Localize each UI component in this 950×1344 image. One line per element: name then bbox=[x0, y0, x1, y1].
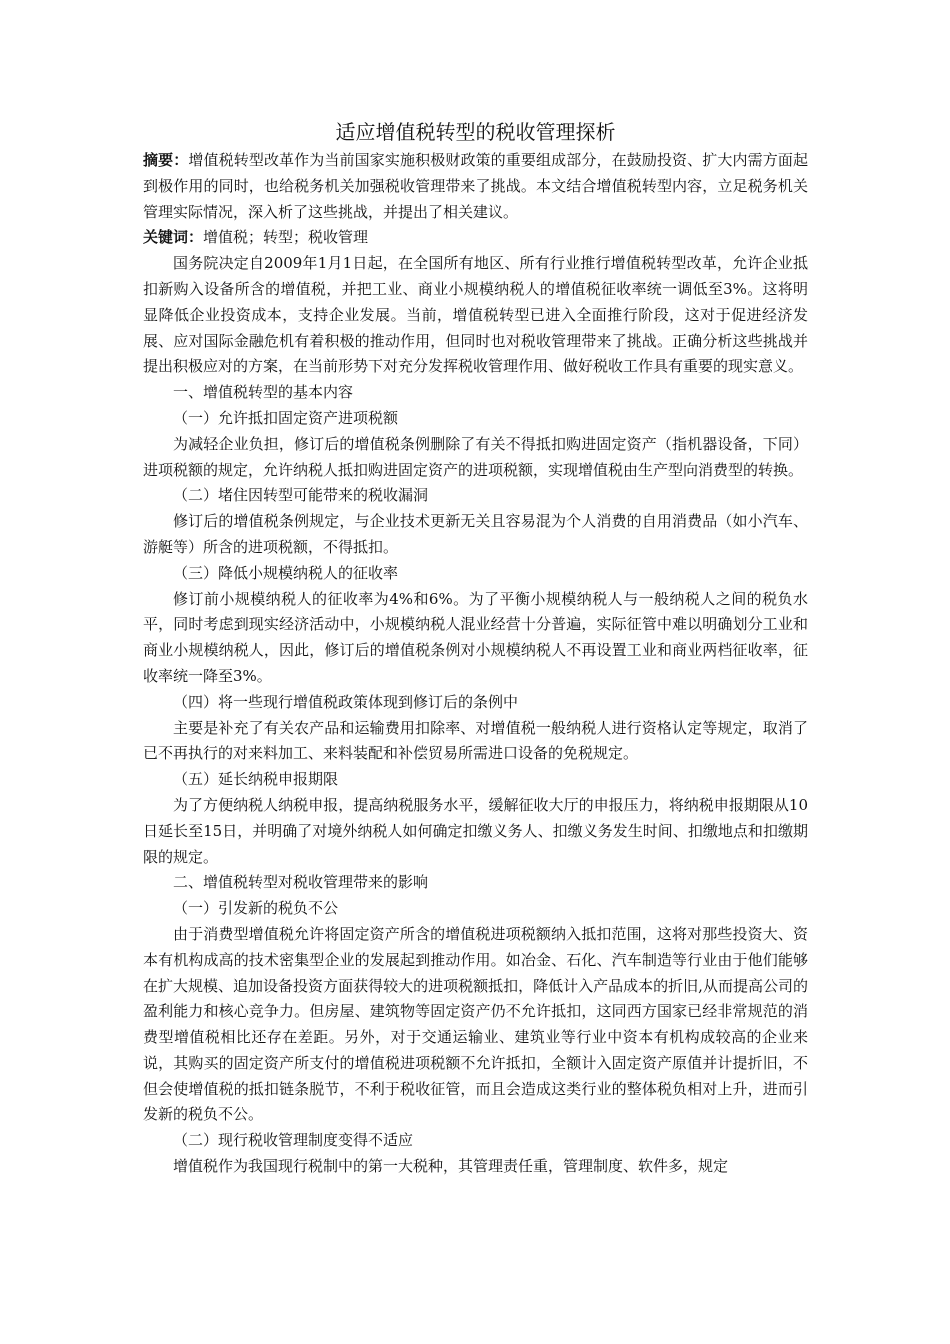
section2-1-paragraph: 由于消费型增值税允许将固定资产所含的增值税进项税额纳入抵扣范围，这将对那些投资大、资本有机构成高的技术密集型企业的发展起到推动作用。如冶金、石化、汽车制造等行业由于他们能够在扩大规模、追加设备投资方面获得较大的进项税额抵扣，降低计入产品成本的折旧,从而提高公司的盈利能力和核心竞争力。但房屋、建筑物等固定资产仍不允许抵扣，这同西方国家已经非常规范的消费型增值税相比还存在差距。另外，对于交通运输业、建筑业等行业中资本有机构成较高的企业来说，其购买的固定资产所支付的增值税进项税额不允许抵扣，全额计入固定资产原值并计提折旧，不但会使增值税的抵扣链条脱节，不利于税收征管，而且会造成这类行业的整体税负相对上升，进而引发新的税负不公。 bbox=[143, 924, 808, 1124]
section1-3-heading: （三）降低小规模纳税人的征收率 bbox=[173, 563, 399, 582]
section1-2-paragraph: 修订后的增值税条例规定，与企业技术更新无关且容易混为个人消费的自用消费品（如小汽车、游艇等）所含的进项税额，不得抵扣。 bbox=[143, 512, 808, 556]
keywords-label: 关键词： bbox=[143, 228, 204, 247]
section2-2-heading: （二）现行税收管理制度变得不适应 bbox=[173, 1131, 414, 1150]
abstract bbox=[143, 148, 808, 225]
section2-2-paragraph: 增值税作为我国现行税制中的第一大税种，其管理责任重，管理制度、软件多，规定 bbox=[173, 1157, 729, 1176]
document-page bbox=[143, 118, 808, 1180]
abstract-label: 摘要： bbox=[143, 151, 189, 169]
section1-4-heading: （四）将一些现行增值税政策体现到修订后的条例中 bbox=[173, 692, 519, 711]
keywords bbox=[143, 225, 808, 251]
section1-2-heading: （二）堵住因转型可能带来的税收漏洞 bbox=[173, 486, 429, 505]
intro-paragraph: 国务院决定自2009年1月1日起，在全国所有地区、所有行业推行增值税转型改革，允许企业抵扣新购入设备所含的增值税，并把工业、商业小规模纳税人的增值税征收率统一调低至3%。这将明显降低企业投资成本，支持企业发展。当前，增值税转型已进入全面推行阶段，这对于促进经济发展、应对国际金融危机有着积极的推动作用，但同时也对税收管理带来了挑战。正确分析这些挑战并提出积极应对的方案，在当前形势下对充分发挥税收管理作用、做好税收工作具有重要的现实意义。 bbox=[143, 254, 808, 376]
section1-5-heading: （五）延长纳税申报期限 bbox=[173, 770, 339, 789]
section2-heading: 二、增值税转型对税收管理带来的影响 bbox=[173, 873, 429, 892]
keywords-text: 增值税；转型；税收管理 bbox=[203, 228, 369, 247]
section1-1-heading: （一）允许抵扣固定资产进项税额 bbox=[173, 408, 399, 427]
section2-1-heading: （一）引发新的税负不公 bbox=[173, 899, 339, 918]
section1-4-paragraph: 主要是补充了有关农产品和运输费用扣除率、对增值税一般纳税人进行资格认定等规定，取消了已不再执行的对来料加工、来料装配和补偿贸易所需进口设备的免税规定。 bbox=[143, 718, 808, 763]
document-title: 适应增值税转型的税收管理探析 bbox=[335, 120, 616, 144]
section1-3-paragraph: 修订前小规模纳税人的征收率为4%和6%。为了平衡小规模纳税人与一般纳税人之间的税负水平，同时考虑到现实经济活动中，小规模纳税人混业经营十分普遍，实际征管中难以明确划分工业和商业小规模纳税人，因此，修订后的增值税条例对小规模纳税人不再设置工业和商业两档征收率，征收率统一降至3%。 bbox=[143, 589, 808, 685]
section1-heading: 一、增值税转型的基本内容 bbox=[173, 383, 354, 402]
abstract-text: 增值税转型改革作为当前国家实施积极财政策的重要组成部分，在鼓励投资、扩大内需方面起到极作用的同时，也给税务机关加强税收管理带来了挑战。本文结合增值税转型内容，立足税务机关管理实际情况，深入析了这些挑战，并提出了相关建议。 bbox=[143, 151, 808, 221]
section1-5-paragraph: 为了方便纳税人纳税申报，提高纳税服务水平，缓解征收大厅的申报压力，将纳税申报期限从10日延长至15日，并明确了对境外纳税人如何确定扣缴义务人、扣缴义务发生时间、扣缴地点和扣缴期限的规定。 bbox=[143, 795, 808, 866]
section1-1-paragraph: 为减轻企业负担，修订后的增值税条例删除了有关不得抵扣购进固定资产（指机器设备，下同）进项税额的规定，允许纳税人抵扣购进固定资产的进项税额，实现增值税由生产型向消费型的转换。 bbox=[143, 434, 808, 479]
